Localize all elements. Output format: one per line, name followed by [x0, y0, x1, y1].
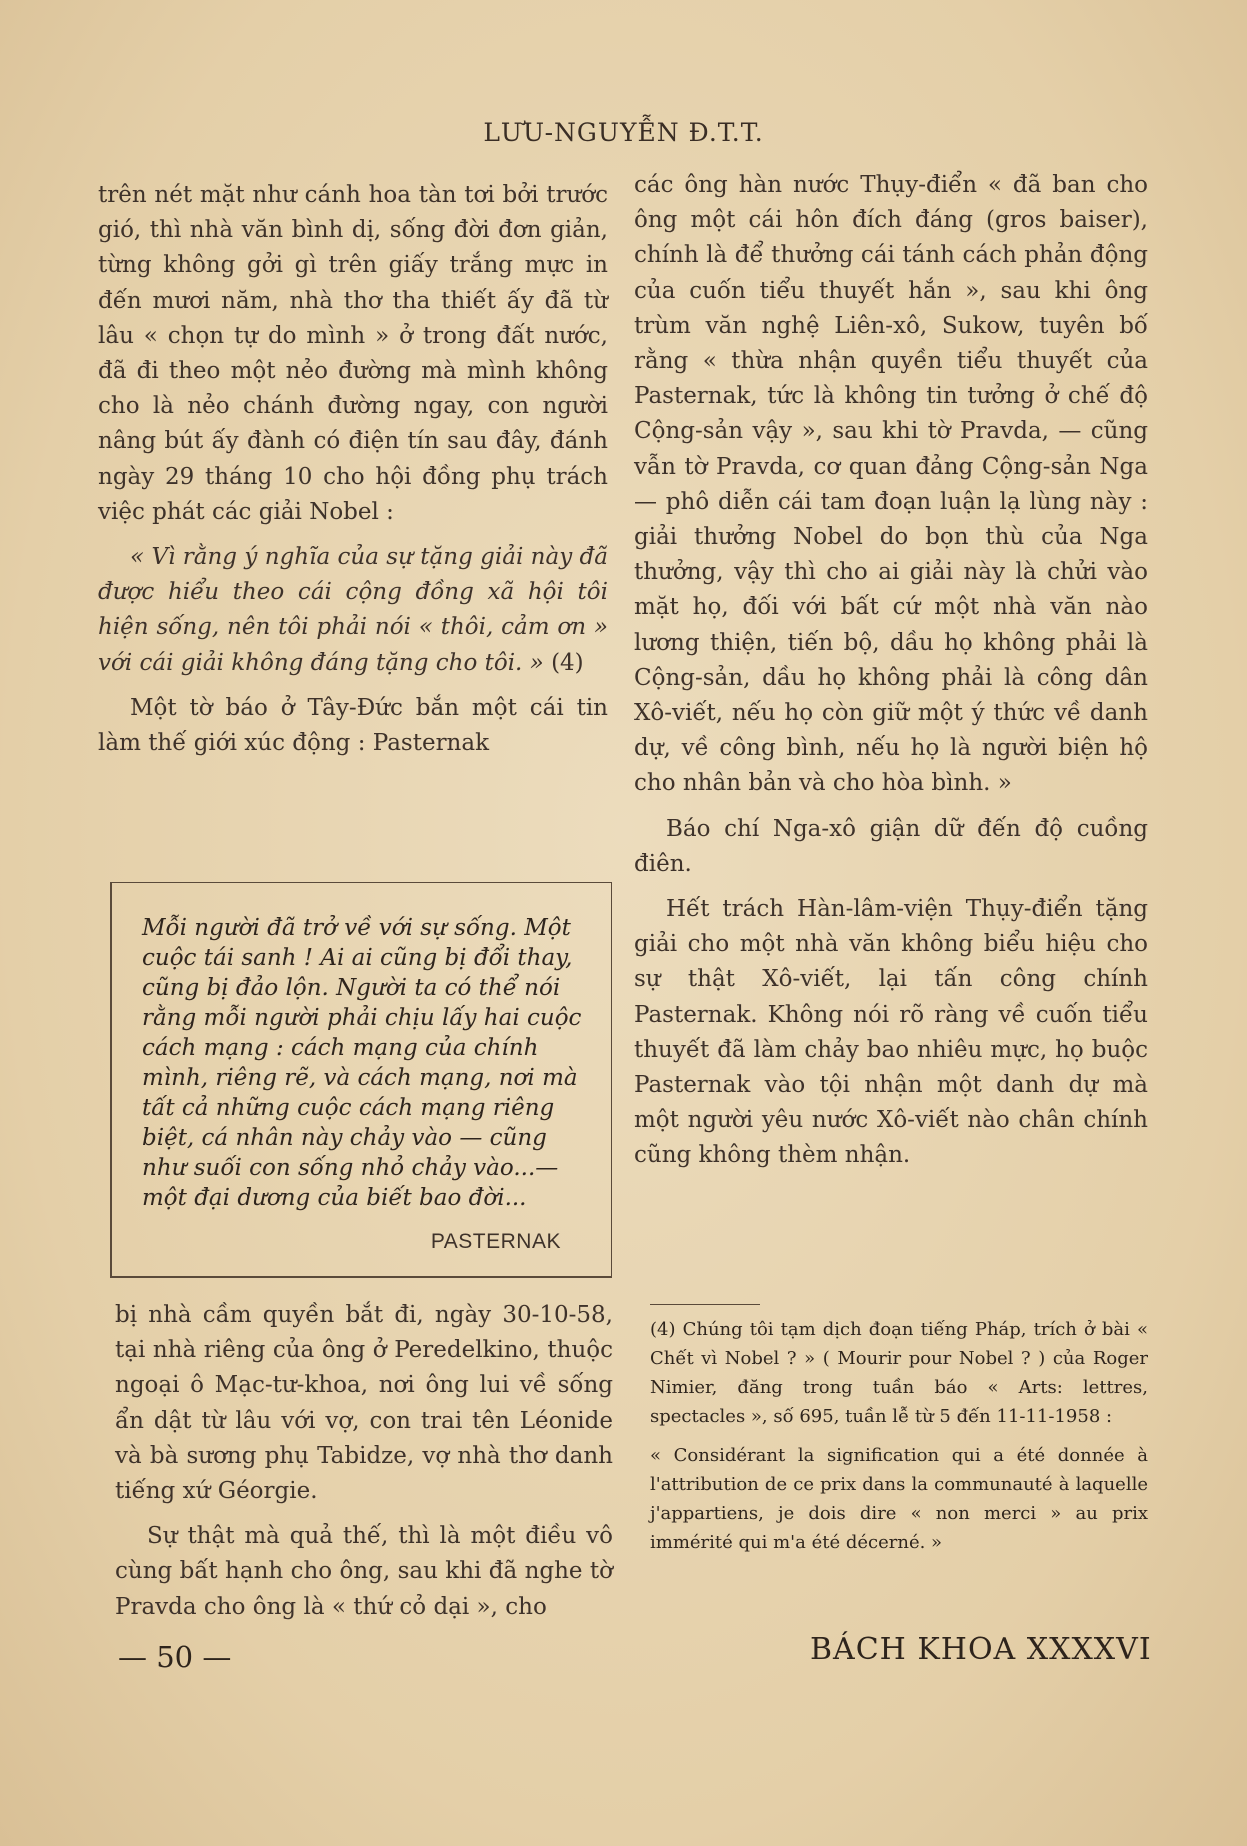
quote-box-text: Mỗi người đã trở về với sự sống. Một cuộc tái sanh ! Ai ai cũng bị đổi thay, cũng bị đảo lộn. Người ta có thể nói rằng mỗi người phải chịu lấy hai cuộc cách mạng : cách mạng của chính mình, riêng rẽ, và cách mạng, nơi mà tất cả những cuộc cách mạng riêng biệt, cá nhân này chảy vào — cũng như suối con sống nhỏ chảy vào...— một đại dương của biết bao đời...: [142, 915, 582, 1211]
paragraph: Một tờ báo ở Tây-Đức bắn một cái tin làm thế giới xúc động : Pasternak: [98, 694, 608, 757]
right-column: [634, 168, 1148, 1184]
left-column-continued: [115, 1298, 613, 1635]
quote-box: [110, 882, 612, 1278]
page-header: LƯU-NGUYỄN Đ.T.T.: [483, 118, 764, 147]
footnotes: [650, 1315, 1148, 1567]
page-number: — 50 —: [118, 1640, 232, 1674]
footnote: (4) Chúng tôi tạm dịch đoạn tiếng Pháp, trích ở bài « Chết vì Nobel ? » ( Mourir pour Nobel ? ) của Roger Nimier, đăng trong tuần báo « Arts: lettres, spectacles », số 695, tuần lễ từ 5 đến 11-11-1958 :: [650, 1319, 1148, 1427]
paragraph: các ông hàn nước Thụy-điển « đã ban cho ông một cái hôn đích đáng (gros baiser), chính là để thưởng cái tánh cách phản động của cuốn tiểu thuyết hắn », sau khi ông trùm văn nghệ Liên-xô, Sukow, tuyên bố rằng « thừa nhận quyền tiểu thuyết của Pasternak, tức là không tin tưởng ở chế độ Cộng-sản vậy », sau khi tờ Pravda, — cũng vẫn tờ Pravda, cơ quan đảng Cộng-sản Nga — phô diễn cái tam đoạn luận lạ lùng này : giải thưởng Nobel do bọn thù của Nga thưởng, vậy thì cho ai giải này là chửi vào mặt họ, đối với bất cứ một nhà văn nào lương thiện, tiến bộ, dầu họ không phải là Cộng-sản, dầu họ không phải là công dân Xô-viết, nếu họ còn giữ một ý thức về danh dự, về công bình, nếu họ là người biện hộ cho nhân bản và cho hòa bình. »: [634, 172, 1148, 797]
quote-text: « Vì rằng ý nghĩa của sự tặng giải này đã được hiểu theo cái cộng đồng xã hội tôi hiện sống, nên tôi phải nói « thôi, cảm ơn » với cái giải không đáng tặng cho tôi. »: [98, 544, 608, 676]
paragraph: trên nét mặt như cánh hoa tàn tơi bởi trước gió, thì nhà văn bình dị, sống đời đơn giản, từng không gởi gì trên giấy trắng mực in đến mươi năm, nhà thơ tha thiết ấy đã từ lâu « chọn tự do mình » ở trong đất nước, đã đi theo một nẻo đường mà mình không cho là nẻo chánh đường ngay, con người nâng bút ấy đành có điện tín sau đây, đánh ngày 29 tháng 10 cho hội đồng phụ trách việc phát các giải Nobel :: [98, 182, 608, 525]
footnote-ref: (4): [551, 649, 584, 676]
quote-paragraph: [98, 540, 608, 681]
paragraph: Báo chí Nga-xô giận dữ đến độ cuồng điên.: [634, 815, 1148, 877]
paragraph: bị nhà cầm quyền bắt đi, ngày 30-10-58, tại nhà riêng của ông ở Peredelkino, thuộc ngoại ô Mạc-tư-khoa, nơi ông lui về sống ẩn dật từ lâu với vợ, con trai tên Léonide và bà sương phụ Tabidze, vợ nhà thơ danh tiếng xứ Géorgie.: [115, 1302, 613, 1505]
paragraph: Sự thật mà quả thế, thì là một điều vô cùng bất hạnh cho ông, sau khi đã nghe tờ Pravda cho ông là « thứ cỏ dại », cho: [115, 1523, 613, 1620]
footnote-quote: « Considérant la signification qui a été donnée à l'attribution de ce prix dans la communauté à laquelle j'appartiens, je dois dire « non merci » au prix immérité qui m'a été décerné. »: [650, 1445, 1148, 1553]
quote-box-signature: PASTERNAK: [430, 1230, 561, 1253]
paragraph: Hết trách Hàn-lâm-viện Thụy-điển tặng giải cho một nhà văn không biểu hiệu cho sự thật Xô-viết, lại tấn công chính Pasternak. Không nói rõ ràng về cuốn tiểu thuyết đã làm chảy bao nhiêu mực, họ buộc Pasternak vào tội nhận một danh dự mà một người yêu nước Xô-viết nào chân chính cũng không thèm nhận.: [634, 896, 1148, 1169]
left-column: [98, 178, 608, 771]
magazine-title: BÁCH KHOA XXXXVI: [810, 1632, 1152, 1667]
footnote-divider: [650, 1304, 760, 1305]
